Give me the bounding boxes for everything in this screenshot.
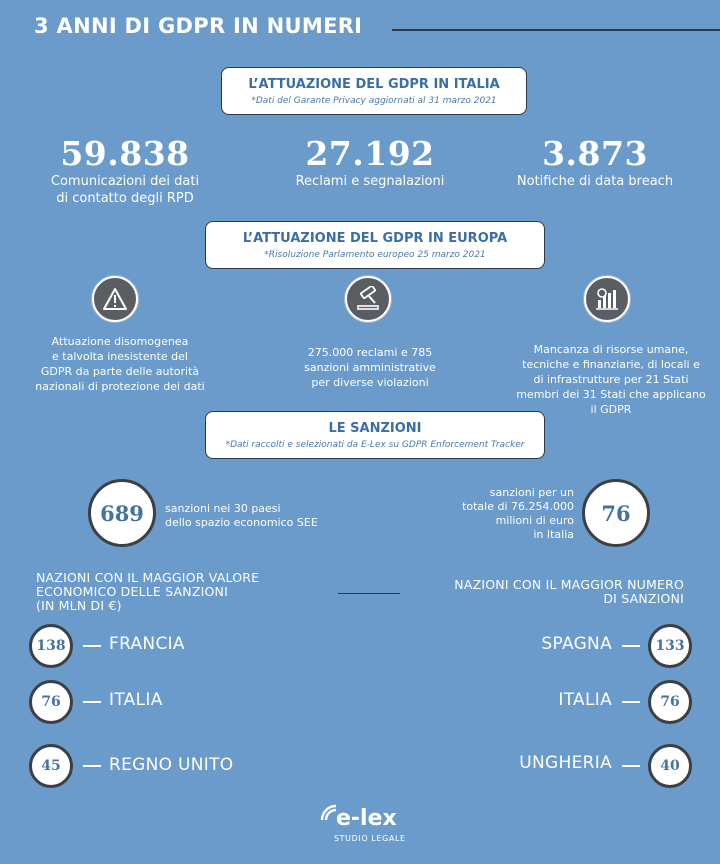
- stat-label: Reclami e segnalazioni: [295, 174, 445, 189]
- valore-dash: [83, 765, 101, 767]
- gavel-icon: [345, 276, 391, 322]
- valore-badge: 45: [29, 744, 73, 788]
- logo-subtitle: STUDIO LEGALE: [334, 834, 406, 843]
- valore-heading: NAZIONI CON IL MAGGIOR VALORE ECONOMICO DELLE SANZIONI (IN MLN DI €): [36, 570, 260, 613]
- numero-country: UNGHERIA: [519, 753, 612, 773]
- numero-badge: 133: [648, 624, 692, 668]
- stat-breach: [490, 134, 700, 190]
- europa-item-text: 275.000 reclami e 785 sanzioni amministrative per diverse violazioni: [304, 346, 436, 389]
- page-title: 3 ANNI DI GDPR IN NUMERI: [34, 14, 363, 38]
- title-divider: [392, 29, 720, 31]
- warning-icon: [92, 276, 138, 322]
- stat-reclami: [265, 134, 475, 190]
- sanzioni-italia-text: sanzioni per un totale di 76.254.000 milioni di euro in Italia: [462, 486, 574, 541]
- valore-country: REGNO UNITO: [109, 755, 234, 775]
- valore-country: ITALIA: [109, 690, 163, 710]
- valore-dash: [83, 701, 101, 703]
- stat-value: 27.192: [305, 134, 435, 173]
- numero-badge: 40: [648, 744, 692, 788]
- numero-country: ITALIA: [558, 690, 612, 710]
- logo-name: e-lex: [336, 806, 397, 831]
- numero-country: SPAGNA: [541, 634, 612, 654]
- europa-item-text: Mancanza di risorse umane, tecniche e finanziarie, di locali e di infrastrutture per 21 Stati membri dei 31 Stati che applicano il GDPR: [516, 343, 706, 416]
- stat-rpd: [20, 134, 230, 207]
- sanzioni-banner-subtitle: *Dati raccolti e selezionati da E-Lex su GDPR Enforcement Tracker: [225, 440, 525, 450]
- stat-label: Notifiche di data breach: [516, 174, 674, 189]
- europa-banner-subtitle: *Risoluzione Parlamento europeo 25 marzo 2021: [264, 250, 486, 260]
- stat-label: di contatto degli RPD: [56, 191, 194, 206]
- sanzioni-see-badge: 689: [88, 479, 156, 547]
- europa-banner-title: L’ATTUAZIONE DEL GDPR IN EUROPA: [242, 231, 508, 246]
- stat-label: Comunicazioni dei dati: [50, 174, 200, 189]
- sanzioni-italia-badge: 76: [582, 479, 650, 547]
- italia-banner-title: L’ATTUAZIONE DEL GDPR IN ITALIA: [248, 77, 500, 92]
- elex-logo: [316, 800, 416, 850]
- italia-banner: [221, 67, 527, 115]
- valore-badge: 138: [29, 624, 73, 668]
- resources-chart-icon: [584, 276, 630, 322]
- valore-badge: 76: [29, 680, 73, 724]
- valore-country: FRANCIA: [109, 634, 185, 654]
- italia-banner-subtitle: *Dati del Garante Privacy aggiornati al 31 marzo 2021: [251, 96, 497, 106]
- stat-value: 3.873: [542, 134, 648, 173]
- sanzioni-banner-title: LE SANZIONI: [328, 421, 422, 436]
- numero-badge: 76: [648, 680, 692, 724]
- valore-dash: [83, 645, 101, 647]
- numero-dash: [622, 765, 640, 767]
- section-divider: [338, 593, 400, 594]
- stat-value: 59.838: [60, 134, 190, 173]
- sanzioni-see-text: sanzioni nei 30 paesi dello spazio economico SEE: [165, 502, 318, 529]
- europa-item-text: Attuazione disomogenea e talvolta inesistente del GDPR da parte delle autorità nazionali di protezione dei dati: [35, 335, 205, 393]
- numero-heading: NAZIONI CON IL MAGGIOR NUMERO DI SANZIONI: [454, 577, 684, 606]
- europa-banner: [205, 221, 545, 269]
- sanzioni-banner: [205, 411, 545, 459]
- numero-dash: [622, 701, 640, 703]
- numero-dash: [622, 645, 640, 647]
